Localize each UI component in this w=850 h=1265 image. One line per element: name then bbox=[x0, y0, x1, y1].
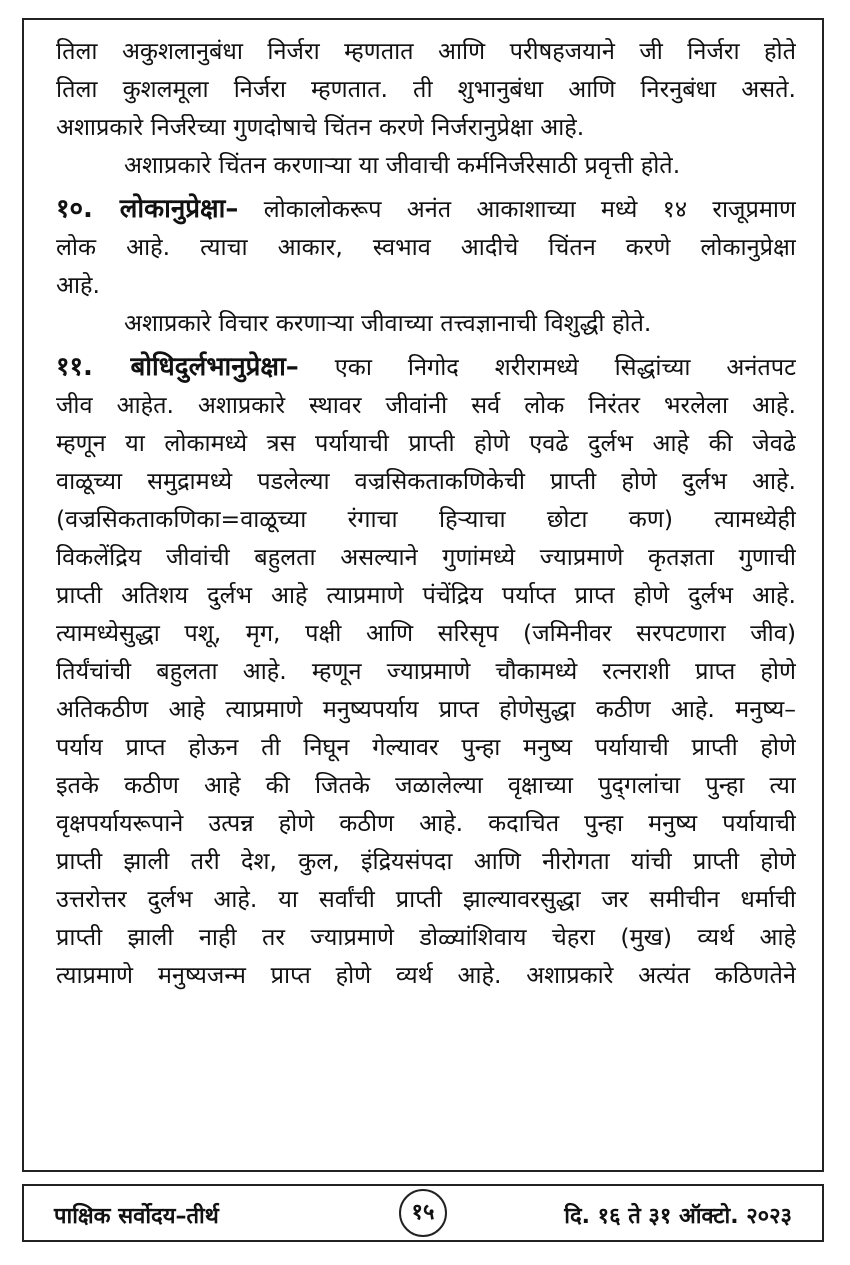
text-line: तिर्यंचांची बहुलता आहे. म्हणून ज्याप्रमाणे चौकामध्ये रत्नराशी प्राप्त होणे bbox=[56, 657, 796, 685]
page-number-badge: १५ bbox=[399, 1189, 447, 1237]
text-line: लोक आहे. त्याचा आकार, स्वभाव आदीचे चिंतन करणे लोकानुप्रेक्षा bbox=[56, 233, 796, 261]
text-line: पर्याय प्राप्त होऊन ती निघून गेल्यावर पुन्हा मनुष्य पर्यायाची प्राप्ती होणे bbox=[56, 733, 796, 761]
text-line: उत्तरोत्तर दुर्लभ आहे. या सर्वांची प्राप्ती झाल्यावरसुद्धा जर समीचीन धर्माची bbox=[56, 885, 796, 913]
text-line: (वज्रसिकताकणिका=वाळूच्या रंगाचा हिऱ्याचा छोटा कण) त्यामध्येही bbox=[56, 505, 796, 533]
text-line: त्यामध्येसुद्धा पशू, मृग, पक्षी आणि सरिसृप (जमिनीवर सरपटणारा जीव) bbox=[56, 619, 796, 647]
text-line: जीव आहेत. अशाप्रकारे स्थावर जीवांनी सर्व लोक निरंतर भरलेला आहे. bbox=[56, 391, 796, 419]
text-line: वृक्षपर्यायरूपाने उत्पन्न होणे कठीण आहे. कदाचित पुन्हा मनुष्य पर्यायाची bbox=[56, 809, 796, 837]
issue-date: दि. १६ ते ३१ ऑक्टो. २०२३ bbox=[564, 1204, 792, 1229]
section-line bbox=[56, 190, 796, 228]
section-line bbox=[56, 348, 796, 386]
text-line: अशाप्रकारे निर्जरेच्या गुणदोषाचे चिंतन करणे निर्जरानुप्रेक्षा आहे. bbox=[56, 113, 585, 141]
section-text: एका निगोद शरीरामध्ये सिद्धांच्या अनंतपट bbox=[334, 353, 796, 381]
text-line: आहे. bbox=[56, 271, 100, 299]
section-heading-11: ११. बोधिदुर्लभानुप्रेक्षा– bbox=[56, 352, 299, 382]
text-line: अतिकठीण आहे त्याप्रमाणे मनुष्यपर्याय प्राप्त होणेसुद्धा कठीण आहे. मनुष्य– bbox=[56, 695, 796, 723]
text-line: प्राप्ती झाली नाही तर ज्याप्रमाणे डोळ्यांशिवाय चेहरा (मुख) व्यर्थ आहे bbox=[56, 923, 796, 951]
text-line: प्राप्ती अतिशय दुर्लभ आहे त्याप्रमाणे पंचेंद्रिय पर्याप्त प्राप्त होणे दुर्लभ आहे. bbox=[56, 581, 796, 609]
text-line: तिला अकुशलानुबंधा निर्जरा म्हणतात आणि परीषहजयाने जी निर्जरा होते bbox=[56, 37, 796, 65]
text-line: त्याप्रमाणे मनुष्यजन्म प्राप्त होणे व्यर्थ आहे. अशाप्रकारे अत्यंत कठिणतेने bbox=[56, 961, 796, 989]
text-line: इतके कठीण आहे की जितके जळालेल्या वृक्षाच्या पुद्‌गलांचा पुन्हा त्या bbox=[56, 771, 796, 799]
text-line: प्राप्ती झाली तरी देश, कुल, इंद्रियसंपदा आणि नीरोगता यांची प्राप्ती होणे bbox=[56, 847, 796, 875]
text-line: तिला कुशलमूला निर्जरा म्हणतात. ती शुभानुबंधा आणि निरनुबंधा असते. bbox=[56, 75, 796, 103]
text-line: अशाप्रकारे विचार करणाऱ्या जीवाच्या तत्त्वज्ञानाची विशुद्धी होते. bbox=[124, 309, 652, 337]
footer-bar bbox=[22, 1184, 824, 1242]
text-line: अशाप्रकारे चिंतन करणाऱ्या या जीवाची कर्मनिर्जरेसाठी प्रवृत्ती होते. bbox=[124, 151, 681, 179]
publication-name: पाक्षिक सर्वोदय–तीर्थ bbox=[54, 1204, 219, 1229]
text-line: वाळूच्या समुद्रामध्ये पडलेल्या वज्रसिकताकणिकेची प्राप्ती होणे दुर्लभ आहे. bbox=[56, 467, 796, 495]
section-text: लोकालोकरूप अनंत आकाशाच्या मध्ये १४ राजूप्रमाण bbox=[263, 195, 796, 223]
section-heading-10: १०. लोकानुप्रेक्षा– bbox=[56, 194, 239, 224]
text-line: म्हणून या लोकामध्ये त्रस पर्यायाची प्राप्ती होणे एवढे दुर्लभ आहे की जेवढे bbox=[56, 429, 796, 457]
text-line: विकलेंद्रिय जीवांची बहुलता असल्याने गुणांमध्ये ज्याप्रमाणे कृतज्ञता गुणाची bbox=[56, 543, 796, 571]
body-text bbox=[56, 32, 796, 994]
